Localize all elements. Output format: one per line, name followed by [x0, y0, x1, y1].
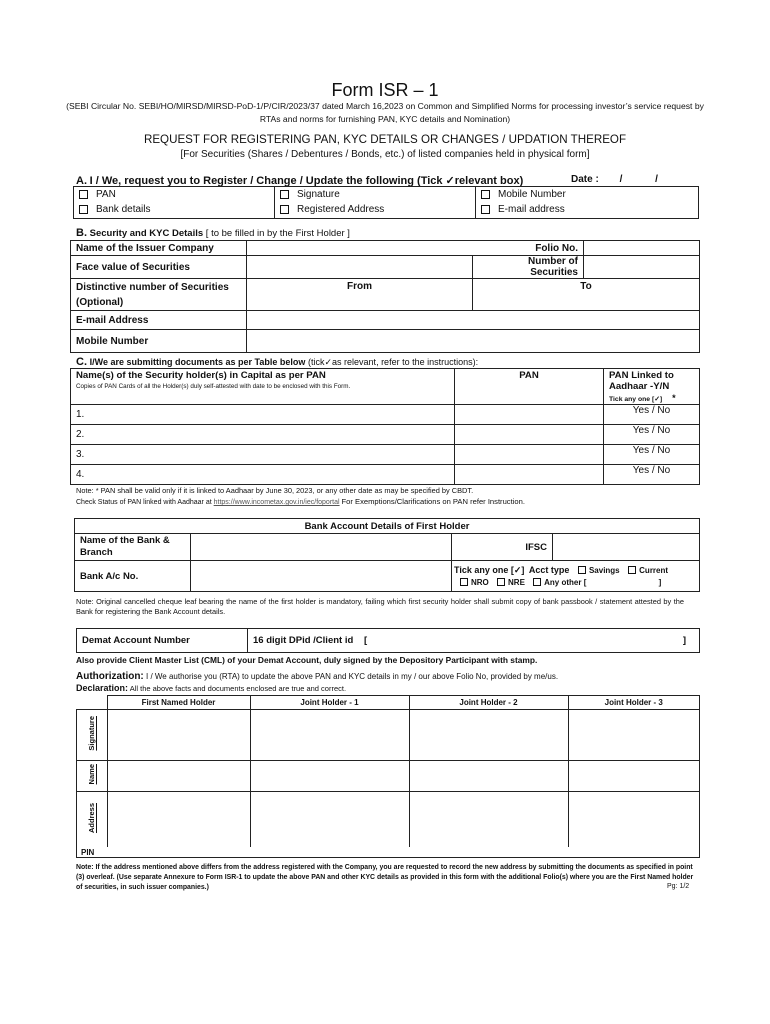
bank-name-input[interactable] — [191, 534, 452, 561]
pan-input[interactable] — [455, 465, 604, 485]
holder-row[interactable]: 3. — [71, 445, 455, 465]
aadhaar-link-header: PAN Linked to Aadhaar -Y/N Tick any one [✓] * — [604, 369, 700, 405]
checkbox-icon[interactable] — [460, 578, 468, 586]
address-row-label: Address — [87, 802, 97, 833]
section-c-heading: C. I/We are submitting documents as per Table below (tick✓as relevant, refer to the instructions): — [76, 356, 479, 368]
distinctive-label: Distinctive number of Securities (Optional) — [71, 279, 247, 311]
num-securities-label: Number of Securities — [473, 256, 584, 279]
account-number-label: Bank A/c No. — [75, 561, 191, 592]
yes-no-option[interactable]: Yes / No — [604, 405, 700, 425]
address-box[interactable] — [250, 792, 409, 847]
date-label: Date : — [571, 174, 599, 185]
update-options-table — [73, 186, 699, 219]
form-title: Form ISR – 1 — [331, 80, 439, 100]
col-joint-holder-2: Joint Holder - 2 — [409, 696, 568, 710]
checkbox-icon[interactable] — [481, 190, 490, 199]
name-box[interactable] — [107, 761, 250, 792]
checkbox-icon[interactable] — [280, 190, 289, 199]
checkbox-icon[interactable] — [628, 566, 636, 574]
request-subtitle: [For Securities (Shares / Debentures / Bonds, etc.) of listed companies held in physical form] — [180, 149, 590, 160]
folio-label: Folio No. — [247, 241, 584, 256]
ifsc-input[interactable] — [553, 534, 700, 561]
option-address[interactable]: Registered Address — [275, 202, 476, 219]
checkbox-icon[interactable] — [497, 578, 505, 586]
holder-row[interactable]: 4. — [71, 465, 455, 485]
option-bank[interactable]: Bank details — [74, 202, 275, 219]
pan-header: PAN — [455, 369, 604, 405]
option-mobile[interactable]: Mobile Number — [476, 187, 699, 202]
signature-box[interactable] — [250, 710, 409, 761]
pin-label[interactable]: PIN — [77, 847, 700, 858]
bank-name-label: Name of the Bank & Branch — [75, 534, 191, 561]
pan-input[interactable] — [455, 445, 604, 465]
holder-names-header: Name(s) of the Security holder(s) in Capital as per PAN Copies of PAN Cards of all the Holder(s) duly self-attested with date to be enclosed with this Form. — [71, 369, 455, 405]
mobile-label: Mobile Number — [71, 330, 247, 353]
section-b-heading: B. Security and KYC Details [ to be filled in by the First Holder ] — [76, 227, 350, 239]
mobile-input[interactable] — [247, 330, 700, 353]
incometax-link[interactable]: https://www.incometax.gov.in/iec/foportal — [213, 499, 340, 506]
demat-label: Demat Account Number — [77, 629, 248, 653]
name-box[interactable] — [409, 761, 568, 792]
issuer-label: Name of the Issuer Company — [71, 241, 247, 256]
circular-reference: (SEBI Circular No. SEBI/HO/MIRSD/MIRSD-PoD-1/P/CIR/2023/37 dated March 16,2023 on Common and Simplified Norms for processing investor’s service request by RTAs and norms for furnishing PAN, KYC details and Nomination) — [66, 101, 704, 124]
bank-details-table — [74, 518, 700, 592]
date-separator: / — [655, 174, 658, 185]
from-field[interactable]: From — [247, 279, 473, 311]
checkbox-icon[interactable] — [481, 205, 490, 214]
col-joint-holder-1: Joint Holder - 1 — [250, 696, 409, 710]
yes-no-option[interactable]: Yes / No — [604, 445, 700, 465]
demat-table — [76, 628, 700, 653]
name-box[interactable] — [250, 761, 409, 792]
address-box[interactable] — [409, 792, 568, 847]
address-box[interactable] — [568, 792, 700, 847]
holder-row[interactable]: 2. — [71, 425, 455, 445]
section-a-text: I / We, request you to Register / Change / Update the following (Tick ✓relevant box) — [89, 175, 524, 187]
request-heading: REQUEST FOR REGISTERING PAN, KYC DETAILS OR CHANGES / UPDATION THEREOF — [143, 133, 627, 146]
holders-table — [76, 695, 700, 858]
account-number-input[interactable] — [191, 561, 452, 592]
email-label: E-mail Address — [71, 311, 247, 330]
checkbox-icon[interactable] — [280, 205, 289, 214]
authorization: Authorization: I / We authorise you (RTA) to update the above PAN and KYC details in my / our above Folio No, provided by me/us. — [76, 671, 559, 682]
checkbox-icon[interactable] — [533, 578, 541, 586]
bank-note: Note: Original cancelled cheque leaf bearing the name of the first holder is mandatory, failing which first security holder shall submit copy of bank passbook / statement attested by the Bank for registering the Bank Account details. — [76, 597, 684, 616]
yes-no-option[interactable]: Yes / No — [604, 465, 700, 485]
address-box[interactable] — [107, 792, 250, 847]
face-value-label: Face value of Securities — [71, 256, 247, 279]
cml-note: Also provide Client Master List (CML) of your Demat Account, duly signed by the Depository Participant with stamp. — [76, 655, 538, 665]
to-field[interactable]: To — [473, 279, 700, 311]
email-input[interactable] — [247, 311, 700, 330]
col-joint-holder-3: Joint Holder - 3 — [568, 696, 700, 710]
option-pan[interactable]: PAN — [74, 187, 275, 202]
kyc-details-table — [70, 240, 700, 353]
date-separator: / — [619, 174, 623, 185]
name-row-label: Name — [87, 764, 97, 785]
demat-input[interactable]: 16 digit DPid /Client id [ ] — [248, 629, 700, 653]
address-note: Note: If the address mentioned above differs from the address registered with the Company, you are requested to record the new address by submitting the documents as specified in point (3) overleaf. (Use separate Annexure to Form ISR-1 to update the above PAN and other KYC details as provided in this form with the additional Folio(s) where you are the First Named holder of securities, in such issuer companies.) — [76, 864, 694, 891]
signature-box[interactable] — [107, 710, 250, 761]
num-securities-input[interactable] — [584, 256, 700, 279]
option-email[interactable]: E-mail address — [476, 202, 699, 219]
checkbox-icon[interactable] — [79, 205, 88, 214]
name-box[interactable] — [568, 761, 700, 792]
page-number: Pg: 1/2 — [667, 883, 690, 890]
signature-row-label: Signature — [87, 716, 97, 751]
ifsc-label: IFSC — [452, 534, 553, 561]
documents-table — [70, 368, 700, 485]
pan-note: Note: * PAN shall be valid only if it is linked to Aadhaar by June 30, 2023, or any other date as may be specified by CBDT. — [76, 486, 474, 495]
col-first-holder: First Named Holder — [107, 696, 250, 710]
option-signature[interactable]: Signature — [275, 187, 476, 202]
face-value-input[interactable] — [247, 256, 473, 279]
holder-row[interactable]: 1. — [71, 405, 455, 425]
pan-input[interactable] — [455, 425, 604, 445]
signature-box[interactable] — [568, 710, 700, 761]
section-a-letter: A. — [76, 175, 87, 187]
declaration: Declaration: All the above facts and documents enclosed are true and correct. — [76, 683, 347, 693]
yes-no-option[interactable]: Yes / No — [604, 425, 700, 445]
date-field[interactable] — [571, 174, 658, 185]
folio-input[interactable] — [584, 241, 700, 256]
checkbox-icon[interactable] — [79, 190, 88, 199]
signature-box[interactable] — [409, 710, 568, 761]
checkbox-icon[interactable] — [578, 566, 586, 574]
account-type-field: Tick any one [✓] Acct type Savings Current NRO NRE Any other [ ] — [452, 561, 700, 592]
bank-details-title: Bank Account Details of First Holder — [75, 519, 700, 534]
aadhaar-status-note: Check Status of PAN linked with Aadhaar at https://www.incometax.gov.in/iec/foportal For Exemptions/Clarifications on PAN refer Instruction. — [76, 497, 525, 506]
pan-input[interactable] — [455, 405, 604, 425]
